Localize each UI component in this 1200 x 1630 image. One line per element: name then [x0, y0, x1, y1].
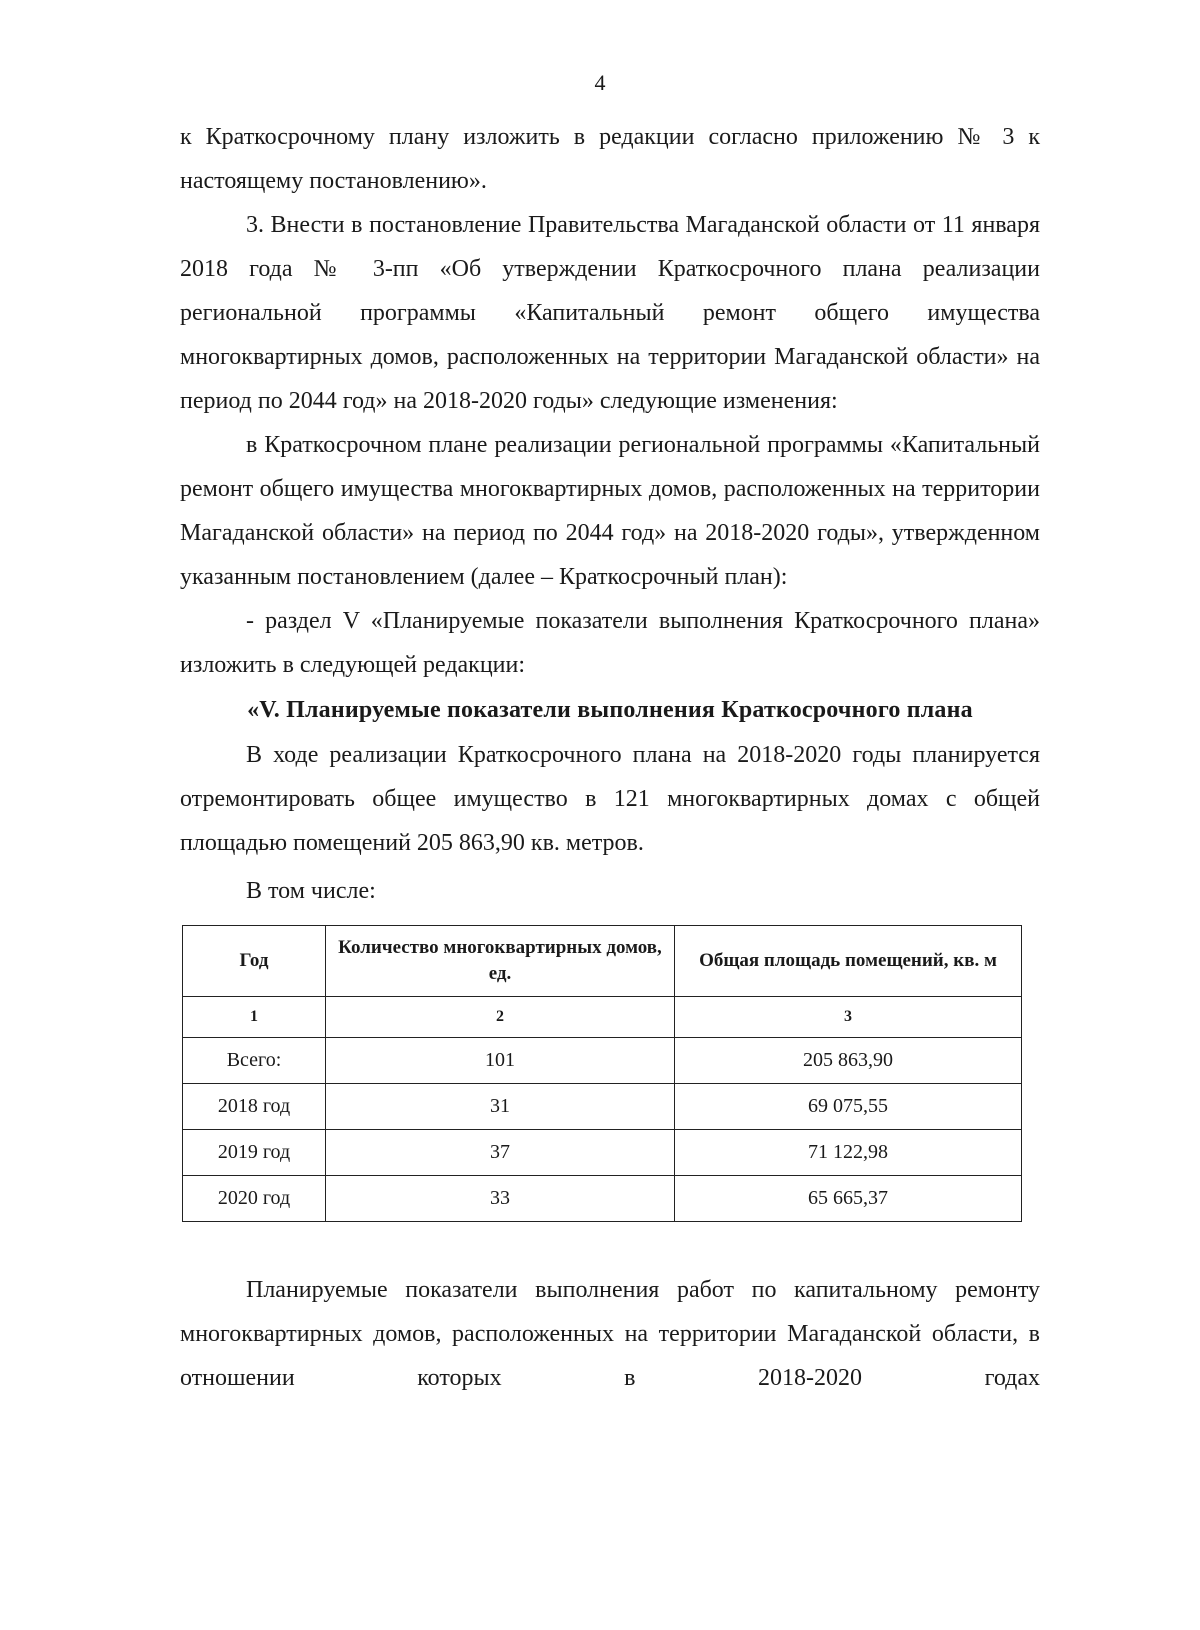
- paragraph-amendment: в Краткосрочном плане реализации региональной программы «Капитальный ремонт общего имущества многоквартирных домов, расположенных на территории Магаданской области» на период по 2044 год» на 2018-2020 годы», утвержденном указанным постановлением (далее – Краткосрочный план):: [180, 432, 1040, 590]
- table-row: [183, 1084, 1022, 1130]
- section-heading: «V. Планируемые показатели выполнения Краткосрочного плана: [247, 697, 973, 723]
- column-numbers-row: [183, 997, 1022, 1038]
- table-row: [183, 1038, 1022, 1084]
- column-number: 1: [183, 997, 326, 1038]
- column-number: 3: [675, 997, 1022, 1038]
- header-total-area: Общая площадь помещений, кв. м: [675, 926, 1022, 997]
- area-cell: 205 863,90: [675, 1038, 1022, 1084]
- page-number: 4: [594, 70, 606, 95]
- paragraph-item-3: 3. Внести в постановление Правительства Магаданской области от 11 января 2018 года № 3-пп «Об утверждении Краткосрочного плана реализации региональной программы «Капитальный ремонт общего имущества многоквартирных домов, расположенных на территории Магаданской области» на период по 2044 год» на 2018-2020 годы» следующие изменения:: [180, 212, 1040, 414]
- houses-cell: 37: [326, 1130, 675, 1176]
- houses-cell: 101: [326, 1038, 675, 1084]
- indicators-table: [182, 925, 1022, 1222]
- column-number: 2: [326, 997, 675, 1038]
- document-body: [180, 115, 1040, 1400]
- header-year: Год: [183, 926, 326, 997]
- section-paragraph: В ходе реализации Краткосрочного плана на 2018-2020 годы планируется отремонтировать общее имущество в 121 многоквартирных домах с общей площадью помещений 205 863,90 кв. метров.: [180, 742, 1040, 856]
- year-cell: 2020 год: [183, 1176, 326, 1222]
- year-cell: 2018 год: [183, 1084, 326, 1130]
- paragraph-continuation: к Краткосрочному плану изложить в редакции согласно приложению № 3 к настоящему постановлению».: [180, 124, 1040, 194]
- year-cell: Всего:: [183, 1038, 326, 1084]
- area-cell: 71 122,98: [675, 1130, 1022, 1176]
- houses-cell: 33: [326, 1176, 675, 1222]
- houses-cell: 31: [326, 1084, 675, 1130]
- table-row: [183, 1130, 1022, 1176]
- area-cell: 65 665,37: [675, 1176, 1022, 1222]
- year-cell: 2019 год: [183, 1130, 326, 1176]
- table-intro: В том числе:: [246, 878, 376, 904]
- area-cell: 69 075,55: [675, 1084, 1022, 1130]
- paragraph-bottom: Планируемые показатели выполнения работ по капитальному ремонту многоквартирных домов, расположенных на территории Магаданской области, в отношении которых в 2018-2020 годах: [180, 1277, 1040, 1391]
- spacer: [180, 1222, 1040, 1268]
- table-row: [183, 1176, 1022, 1222]
- paragraph-section-v: - раздел V «Планируемые показатели выполнения Краткосрочного плана» изложить в следующей редакции:: [180, 608, 1040, 678]
- table-header-row: [183, 926, 1022, 997]
- header-houses-count: Количество многоквартирных домов, ед.: [326, 926, 675, 997]
